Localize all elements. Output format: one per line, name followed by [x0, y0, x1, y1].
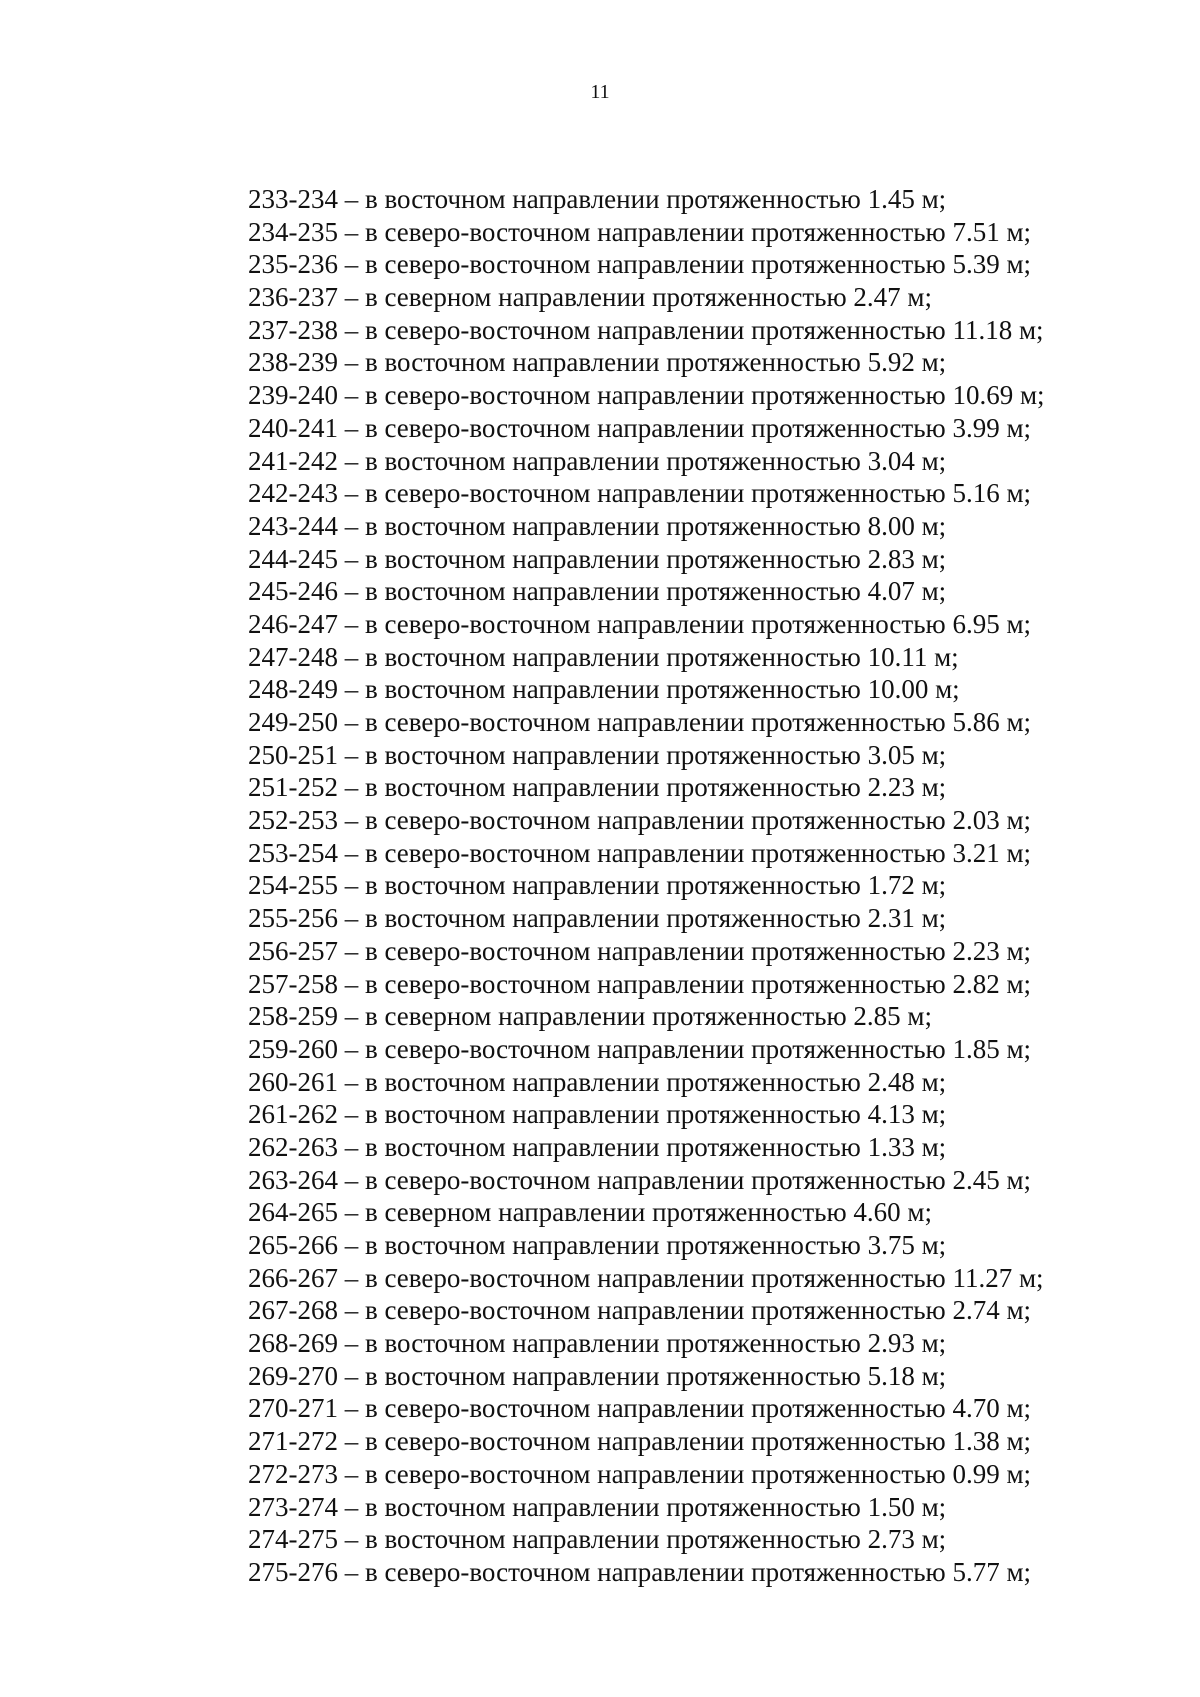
segment-line: 248-249 – в восточном направлении протяженностью 10.00 м; — [248, 674, 960, 705]
segment-line: 256-257 – в северо-восточном направлении протяженностью 2.23 м; — [248, 935, 1032, 966]
segment-line: 267-268 – в северо-восточном направлении протяженностью 2.74 м; — [248, 1295, 1032, 1326]
segment-line: 245-246 – в восточном направлении протяженностью 4.07 м; — [248, 576, 947, 607]
segment-line: 242-243 – в северо-восточном направлении протяженностью 5.16 м; — [248, 478, 1032, 509]
segment-line: 264-265 – в северном направлении протяженностью 4.60 м; — [248, 1197, 933, 1228]
segment-line: 270-271 – в северо-восточном направлении протяженностью 4.70 м; — [248, 1393, 1032, 1424]
segment-line: 250-251 – в восточном направлении протяженностью 3.05 м; — [248, 739, 947, 770]
segment-line: 266-267 – в северо-восточном направлении протяженностью 11.27 м; — [248, 1262, 1044, 1293]
segment-line: 272-273 – в северо-восточном направлении протяженностью 0.99 м; — [248, 1458, 1032, 1489]
segment-line: 246-247 – в северо-восточном направлении протяженностью 6.95 м; — [248, 608, 1032, 639]
segment-line: 263-264 – в северо-восточном направлении протяженностью 2.45 м; — [248, 1164, 1032, 1195]
segment-line: 249-250 – в северо-восточном направлении протяженностью 5.86 м; — [248, 707, 1032, 737]
segment-line: 269-270 – в восточном направлении протяженностью 5.18 м; — [248, 1360, 947, 1391]
segment-line: 240-241 – в северо-восточном направлении протяженностью 3.99 м; — [248, 412, 1032, 443]
segment-line: 259-260 – в северо-восточном направлении протяженностью 1.85 м; — [248, 1033, 1032, 1064]
segment-line: 271-272 – в северо-восточном направлении протяженностью 1.38 м; — [248, 1426, 1032, 1457]
segment-line: 253-254 – в северо-восточном направлении протяженностью 3.21 м; — [248, 837, 1032, 868]
segment-line: 235-236 – в северо-восточном направлении протяженностью 5.39 м; — [248, 249, 1032, 280]
segment-line: 261-262 – в восточном направлении протяженностью 4.13 м; — [248, 1099, 947, 1130]
segment-line: 255-256 – в восточном направлении протяженностью 2.31 м; — [248, 903, 947, 934]
segment-line: 262-263 – в восточном направлении протяженностью 1.33 м; — [248, 1131, 947, 1162]
segment-line: 275-276 – в северо-восточном направлении протяженностью 5.77 м; — [248, 1556, 1032, 1587]
segment-line: 247-248 – в восточном направлении протяженностью 10.11 м; — [248, 641, 959, 672]
segment-line: 258-259 – в северном направлении протяженностью 2.85 м; — [248, 1001, 933, 1032]
segment-line: 251-252 – в восточном направлении протяженностью 2.23 м; — [248, 772, 947, 803]
segment-line: 238-239 – в восточном направлении протяженностью 5.92 м; — [248, 347, 947, 378]
segment-line: 265-266 – в восточном направлении протяженностью 3.75 м; — [248, 1230, 947, 1260]
page-number: 11 — [590, 81, 610, 103]
segment-line: 234-235 – в северо-восточном направлении протяженностью 7.51 м; — [248, 216, 1032, 247]
segment-line: 254-255 – в восточном направлении протяженностью 1.72 м; — [248, 870, 947, 901]
segment-line: 268-269 – в восточном направлении протяженностью 2.93 м; — [248, 1328, 947, 1359]
boundary-segment-list — [248, 183, 1148, 1589]
segment-line: 237-238 – в северо-восточном направлении протяженностью 11.18 м; — [248, 314, 1044, 345]
segment-line: 236-237 – в северном направлении протяженностью 2.47 м; — [248, 282, 933, 313]
segment-line: 274-275 – в восточном направлении протяженностью 2.73 м; — [248, 1524, 947, 1555]
segment-line: 260-261 – в восточном направлении протяженностью 2.48 м; — [248, 1066, 947, 1097]
segment-line: 252-253 – в северо-восточном направлении протяженностью 2.03 м; — [248, 805, 1032, 836]
segment-line: 233-234 – в восточном направлении протяженностью 1.45 м; — [248, 184, 947, 214]
segment-line: 244-245 – в восточном направлении протяженностью 2.83 м; — [248, 543, 947, 574]
segment-line: 273-274 – в восточном направлении протяженностью 1.50 м; — [248, 1491, 947, 1522]
segment-line: 241-242 – в восточном направлении протяженностью 3.04 м; — [248, 445, 947, 476]
segment-line: 257-258 – в северо-восточном направлении протяженностью 2.82 м; — [248, 968, 1032, 999]
segment-line: 239-240 – в северо-восточном направлении протяженностью 10.69 м; — [248, 380, 1045, 411]
segment-line: 243-244 – в восточном направлении протяженностью 8.00 м; — [248, 510, 947, 541]
